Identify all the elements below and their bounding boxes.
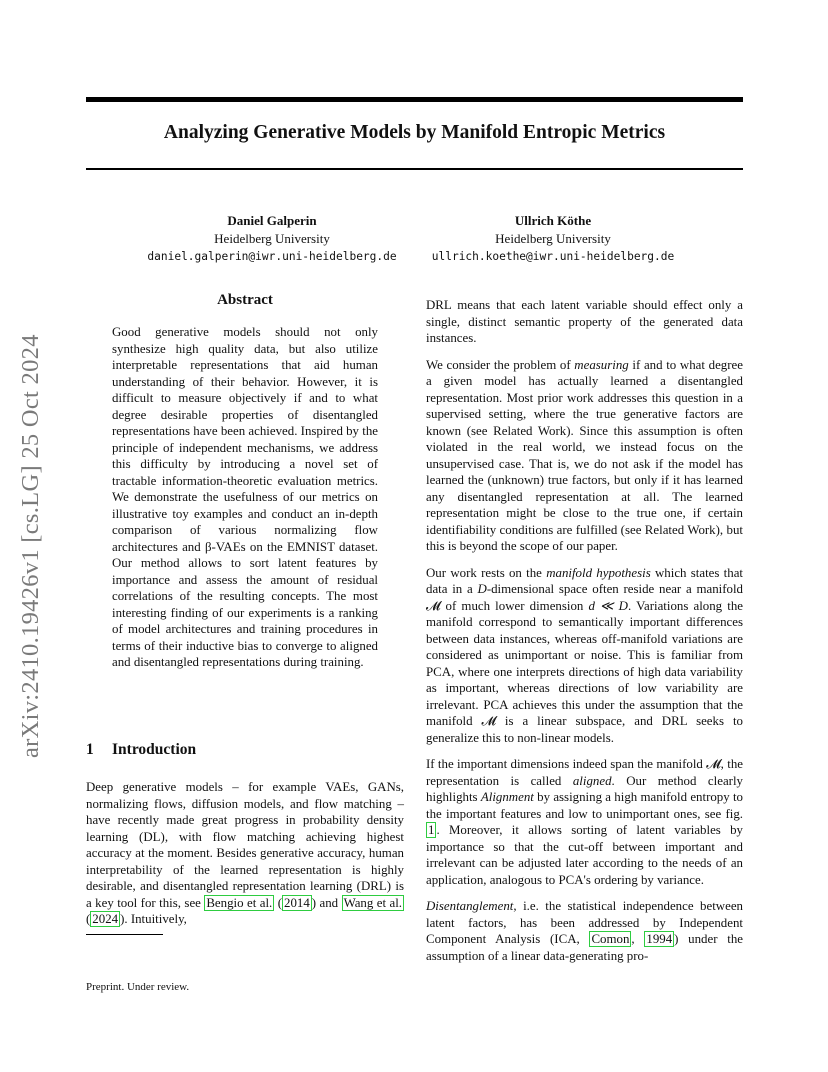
author-name: Daniel Galperin [227, 213, 317, 228]
citation-bengio[interactable]: Bengio et al. [206, 895, 273, 910]
arxiv-identifier: arXiv:2410.19426v1 [cs.LG] 25 Oct 2024 [17, 334, 44, 758]
section-number: 1 [86, 741, 94, 758]
author-email[interactable]: daniel.galperin@iwr.uni-heidelberg.de [147, 250, 397, 263]
paragraph: Our work rests on the manifold hypothesis which states that data in a D-dimensional space often reside near a manifold 𝓜 of much lower dimension d ≪ D. Variations along the manifold correspond to semantically important differences between data instances, whereas off-manifold variations are considered as unimportant or noise. This is familiar from PCA, where one interprets directions of high data variability as important, whereas directions of low variability are irrelevant. PCA achieves this under the assumption that the manifold 𝓜 is a linear subspace, and DRL seeks to generalize this to non-linear models. [426, 565, 744, 745]
title-top-rule [86, 97, 743, 102]
citation-wang-year[interactable]: 2024 [92, 912, 119, 926]
abstract [112, 292, 378, 671]
paragraph: DRL means that each latent variable should effect only a single, distinct semantic property of the generated data instances. [426, 298, 743, 345]
paragraph: Disentanglement, i.e. the statistical independence between latent factors, has been addressed by Independent Component Analysis (ICA, Comon , 1994 ) under the assumption of a linear data-generating pro- [426, 899, 743, 963]
author-block-1 [127, 212, 417, 266]
citation-comon[interactable]: Comon [591, 932, 630, 946]
author-block-2 [408, 212, 698, 266]
citation-wang[interactable]: Wang et al. [343, 895, 403, 910]
figure-reference[interactable]: 1 [428, 823, 435, 837]
right-column [426, 297, 743, 974]
section-title: Introduction [112, 741, 197, 758]
paragraph: We consider the problem of measuring if and to what degree a given model has actually learned a disentangled representation. Most prior work addresses this question in a supervised setting, where the true generative factors are known (see Related Work). Since this assumption is often violated in the real world, we instead focus on the unsupervised case. That is, we do not ask if the model has learned the (unknown) true factors, but only if it has learned any disentangled representation at all. The learned representation might be close to the true one, if certain identifiability conditions are fulfilled (see Related Work), but this is beyond the scope of our paper. [426, 357, 743, 553]
footnote: Preprint. Under review. [86, 981, 190, 993]
author-affiliation: Heidelberg University [495, 231, 611, 246]
abstract-heading: Abstract [217, 292, 273, 308]
author-affiliation: Heidelberg University [214, 231, 330, 246]
section-heading-introduction [86, 741, 196, 759]
paper-title: Analyzing Generative Models by Manifold Entropic Metrics [163, 122, 666, 143]
paragraph: If the important dimensions indeed span the manifold 𝓜, the representation is called aligned. Our method clearly highlights Alignment by assigning a high manifold entropy to the important features and low to unimportant ones, see fig. 1 . Moreover, it allows sorting of latent variables by importance so that the cut-off between important and irrelevant can be adjusted later according to the needs of an application, analogous to PCA's ordering by variance. [426, 757, 743, 887]
author-email[interactable]: ullrich.koethe@iwr.uni-heidelberg.de [431, 250, 675, 263]
citation-comon-year[interactable]: 1994 [646, 932, 673, 946]
footnote-rule [86, 934, 163, 935]
title-bottom-rule [86, 168, 743, 170]
author-name: Ullrich Köthe [514, 213, 592, 228]
abstract-text: Good generative models should not only synthesize high quality data, but also utilize interpretable representations that aid human understanding of their behavior. However, it is difficult to measure objectively if and to what degree desirable properties of disentangled representations have been achieved. Inspired by the principle of independent mechanisms, we address this difficulty by introducing a novel set of tractable information-theoretic evaluation metrics. We demonstrate the usefulness of our metrics on illustrative toy examples and conduct an in-depth comparison of various normalizing flow architectures and β-VAEs on the EMNIST dataset. Our method allows to sort latent features by importance and assess the amount of residual correlations of the resulting concepts. The most interesting finding of our experiments is a ranking of model architectures and training procedures in terms of their inductive bias to converge to aligned and disentangled representations during training. [112, 325, 378, 669]
introduction-paragraph: Deep generative models – for example VAEs, GANs, normalizing flows, diffusion models, and flow matching – have recently made great progress in probability density learning (DL), with flow matching achieving highest accuracy at the moment. Besides generative accuracy, human interpretability of the learned representation is highly desirable, and disentangled representation learning (DRL) is a key tool for this, see Bengio et al. ( 2014 ) and Wang et al. ( 2024 ). Intuitively, [86, 780, 404, 926]
citation-bengio-year[interactable]: 2014 [284, 895, 310, 910]
